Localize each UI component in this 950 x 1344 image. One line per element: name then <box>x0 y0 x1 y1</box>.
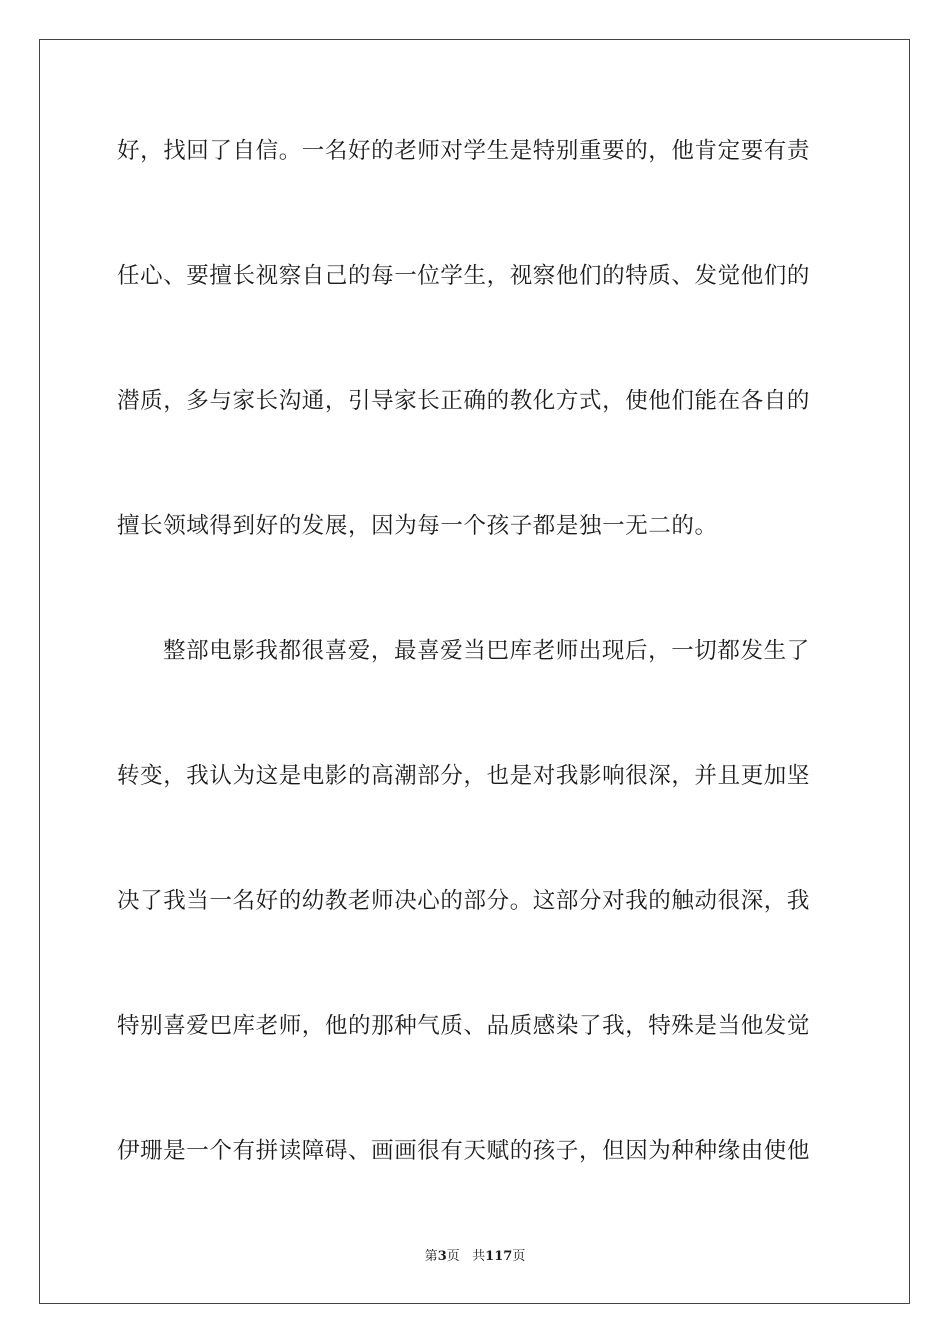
total-suffix: 页 <box>512 1249 526 1264</box>
body-text-line: 潜质，多与家长沟通，引导家长正确的教化方式，使他们能在各自的 <box>117 388 811 414</box>
page-footer <box>0 1248 950 1266</box>
body-text-line: 转变，我认为这是电影的高潮部分，也是对我影响很深，并且更加坚 <box>117 763 811 789</box>
body-text-line: 伊珊是一个有拼读障碍、画画很有天赋的孩子，但因为种种缘由使他 <box>117 1138 811 1164</box>
page-suffix: 页 <box>446 1249 460 1264</box>
total-prefix: 共 <box>472 1249 486 1264</box>
body-text-line: 特别喜爱巴库老师，他的那种气质、品质感染了我，特殊是当他发觉 <box>117 1013 811 1039</box>
total-pages: 117 <box>485 1249 513 1264</box>
body-text-line: 任心、要擅长视察自己的每一位学生，视察他们的特质、发觉他们的 <box>117 263 811 289</box>
body-text-line: 好，找回了自信。一名好的老师对学生是特别重要的，他肯定要有责 <box>117 138 811 164</box>
page-prefix: 第 <box>424 1249 438 1264</box>
paragraph-first-line: 整部电影我都很喜爱，最喜爱当巴库老师出现后，一切都发生了 <box>163 638 810 664</box>
page-number: 3 <box>437 1249 447 1264</box>
body-text-line: 擅长领域得到好的发展，因为每一个孩子都是独一无二的。 <box>117 513 718 539</box>
page-border <box>39 39 910 1304</box>
body-text-line: 决了我当一名好的幼教老师决心的部分。这部分对我的触动很深，我 <box>117 888 811 914</box>
